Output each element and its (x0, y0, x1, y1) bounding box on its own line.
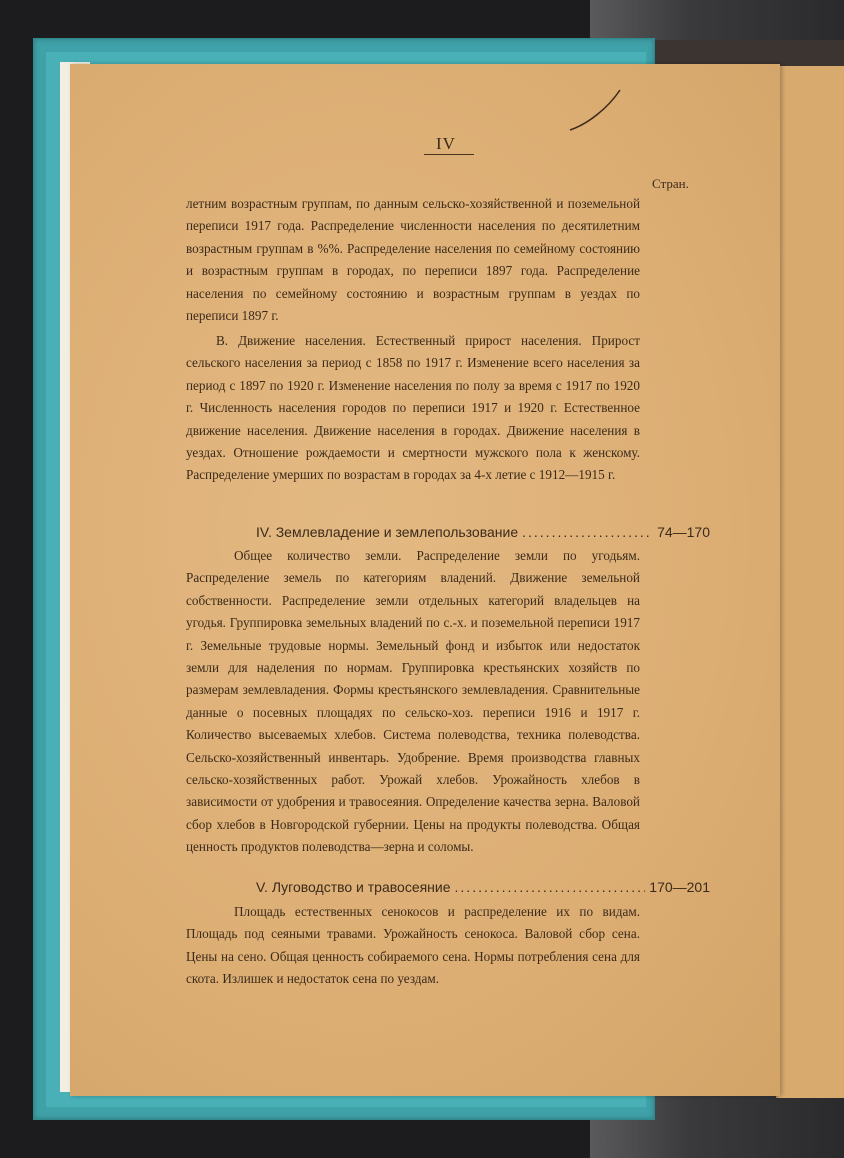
pencil-mark (568, 86, 628, 136)
section-pages: 170—201 (649, 879, 710, 895)
page-number: IV (436, 134, 456, 153)
section-description: Общее количество земли. Распределение земли по угодьям. Распределение земель по категориям владений. Движение земельной собственности. Распределение земли отдельных категорий владельцев на угодья. Группировка земельных владений по с.-х. и поземельной переписи 1917 г. Земельные трудовые нормы. Земельный фонд и избыток или недостаток земли для наделения по нормам. Группировка крестьянских хозяйств по размерам землевладения. Формы крестьянского землевладения. Сравнительные данные о посевных площадях по сельско-хоз. переписи 1916 и 1917 г. Количество высеваемых хлебов. Система полеводства, техника полеводства. Сельско-хозяйственный инвентарь. Удобрение. Время производства главных сельско-хозяйственных работ. Урожай хлебов. Урожайность хлебов в зависимости от удобрения и травосеяния. Определение качества зерна. Валовой сбор хлебов в Новгородской губернии. Цены на продукты полеводства. Общая ценность продуктов полеводства—зерна и соломы. (186, 548, 640, 855)
section-title: V. Луговодство и травосеяние (256, 879, 451, 895)
column-label: Стран. (652, 176, 689, 191)
section-heading (186, 879, 710, 895)
leader-dots (455, 879, 646, 895)
page-number-rule (424, 154, 474, 155)
section-heading (186, 524, 710, 540)
leader-dots (522, 524, 653, 540)
paragraph-continuation: летним возрастным группам, по данным сельско-хозяйственной и поземельной переписи 1917 года. Распределение численности населения по десятилетним возрастным группам в %%. Распределение населения по семейному состоянию и возрастным группам в городах, по переписи 1897 года. Распределение населения по семейному состоянию и возрастным группам в уездах по переписи 1897 г. (186, 196, 640, 324)
section-pages: 74—170 (657, 524, 710, 540)
paragraph-population-movement: В. Движение населения. Естественный прирост населения. Прирост сельского населения за период с 1858 по 1917 г. Изменение всего населения за период с 1897 по 1920 г. Изменение населения по полу за время с 1917 по 1920 г. Численность населения городов по переписи 1917 и 1920 г. Естественное движение населения. Движение населения в городах. Движение населения в уездах. Отношение рождаемости и смертности мужского пола к женскому. Распределение умерших по возрастам в городах за 4-х летие с 1912—1915 г. (186, 333, 640, 483)
section-title: IV. Землевладение и землепользование (256, 524, 519, 540)
section-description: Площадь естественных сенокосов и распределение их по видам. Площадь под сеяными травами. Урожайность сенокоса. Валовой сбор сена. Цены на сено. Общая ценность собираемого сена. Нормы потребления сена для скота. Излишек и недостаток сена по уездам. (186, 904, 640, 987)
facing-page (776, 66, 844, 1098)
